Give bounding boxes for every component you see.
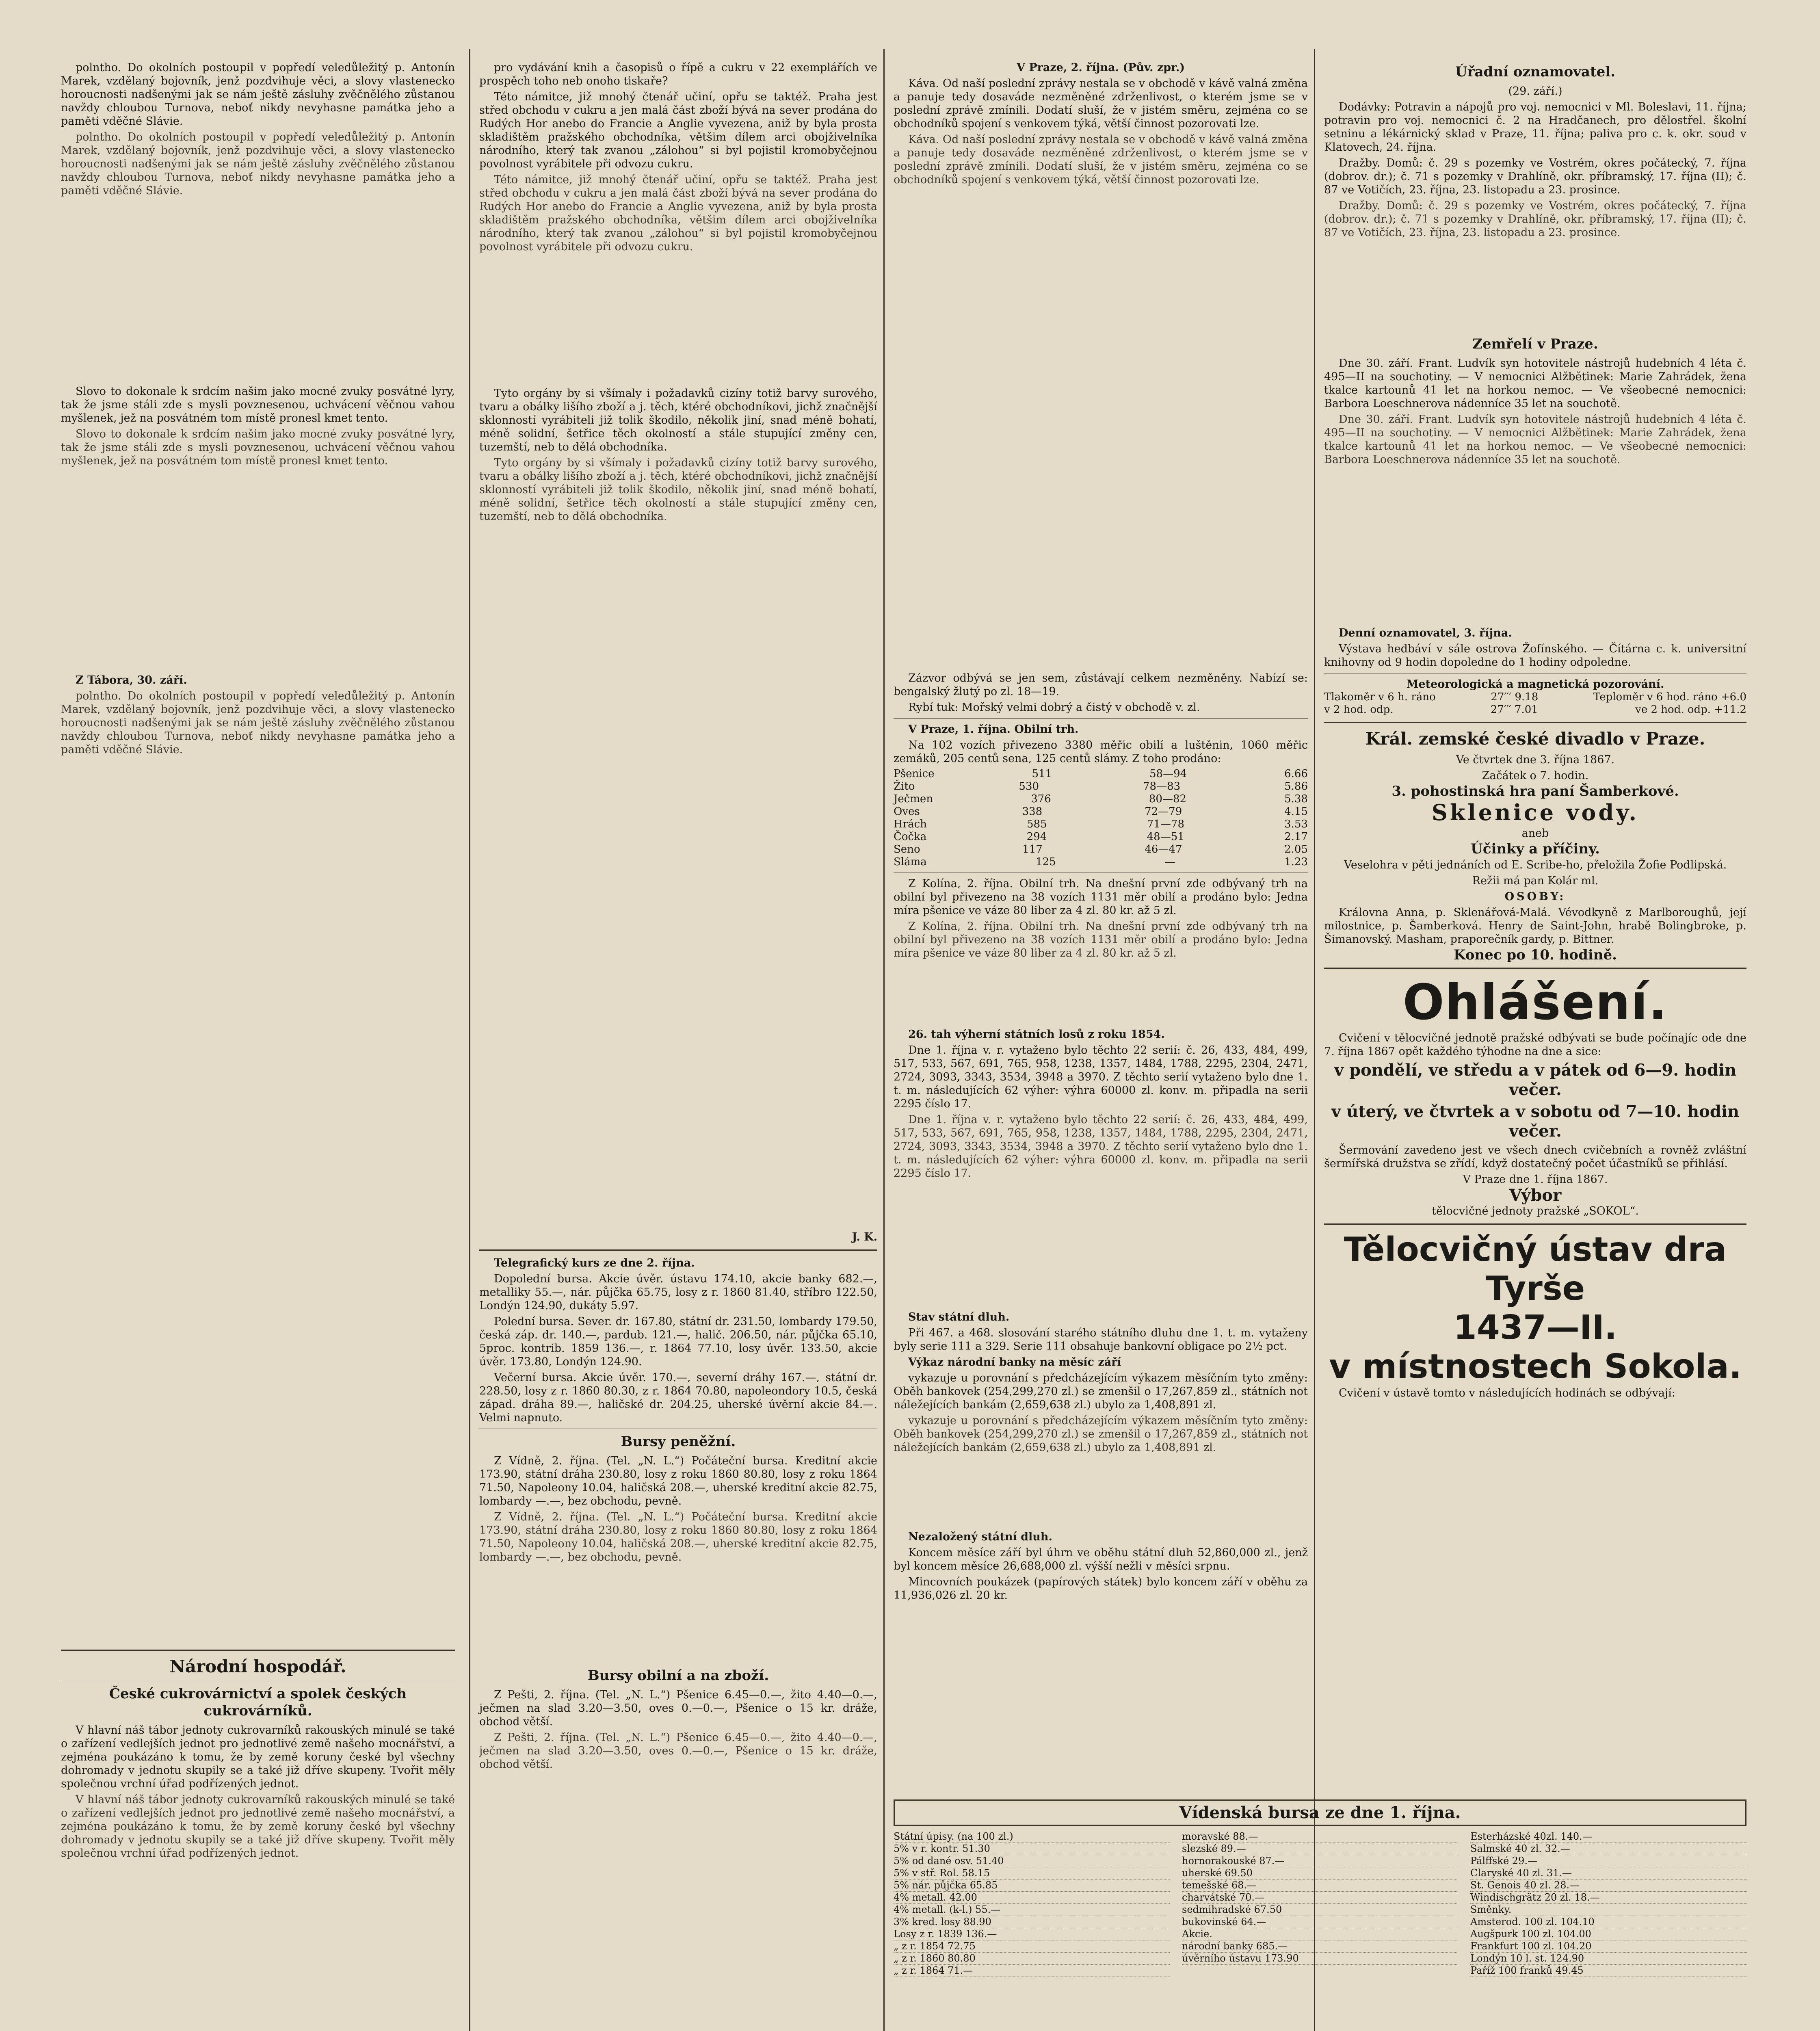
- bourse-line: 4% metall. (k-l.) 55.—: [894, 1904, 1170, 1916]
- grain-row: [894, 780, 1308, 793]
- vienna-bourse: [894, 1795, 1746, 1977]
- play-subtitle: Účinky a příčiny.: [1471, 841, 1600, 857]
- coin-notes-text: Mincovních poukázek (papírových státek) bylo koncem září v oběhu za 11,936,026 zl. 20 kr.: [894, 1576, 1308, 1602]
- grain-cell: Žito: [894, 780, 915, 792]
- meteo-table: [1324, 691, 1746, 716]
- bourse-line: 5% nár. půjčka 65.85: [894, 1879, 1170, 1892]
- article-text: pro vydávání knih a časopisů o řípě a cukru v 22 exemplářích ve prospěch toho neb onoho tiskaře?: [479, 61, 877, 87]
- grain-cell: 3.53: [1284, 818, 1308, 830]
- grain-cell: Hrách: [894, 818, 927, 830]
- grain-cell: 78—83: [1143, 780, 1181, 792]
- grain-cell: Sláma: [894, 856, 927, 868]
- section-divider: [1324, 968, 1746, 969]
- institute-title: Tělocvičný ústav dra Tyrše: [1344, 1230, 1727, 1308]
- bursy-text: Z Vídně, 2. října. (Tel. „N. L.“) Počáteční bursa. Kreditní akcie 173.90, státní dráha 230.80, losy z roku 1860 80.80, losy z roku 1864 71.50, Napoleony 10.04, haličská 208.—, uherské kreditní akcie 82.75, lombardy —.—, bez obchodu, pevně.: [479, 1455, 877, 1507]
- bourse-line: Směnky.: [1470, 1904, 1746, 1916]
- play-aneb: aneb: [1521, 827, 1549, 840]
- bourse-line: Salmské 40 zl. 32.—: [1470, 1843, 1746, 1855]
- telegraph-text: Polední bursa. Sever. dr. 167.80, státní dr. 231.50, lombardy 179.50, česká záp. dr. 140.—, pardub. 121.—, halič. 206.50, nár. půjčka 65.10, 5proc. kontrib. 1859 136.—, r. 1864 77.10, losy úvěr. 133.50, akcie úvěr. 173.80, Londýn 124.90.: [479, 1315, 877, 1368]
- bourse-line: St. Genois 40 zl. 28.—: [1470, 1879, 1746, 1892]
- meteo-cell: 27′′′ 7.01: [1490, 704, 1538, 716]
- grain-cell: 58—94: [1149, 768, 1187, 780]
- grain-row: [894, 768, 1308, 780]
- committee: Výbor: [1509, 1186, 1562, 1205]
- bourse-line: 3% kred. losy 88.90: [894, 1916, 1170, 1928]
- grain-market-title: V Praze, 1. října. Obilní trh.: [908, 723, 1079, 736]
- bourse-line: Státní úpisy. (na 100 zl.): [894, 1831, 1170, 1843]
- kolin-text: Z Kolína, 2. října. Obilní trh. Na dnešní první zde odbývaný trh na obilní byl přivezeno na 38 vozích 1131 měr obilí a prodáno bylo: Jedna míra pšenice ve váze 80 liber za 4 zl. 80 kr. až 5 zl.: [894, 877, 1308, 917]
- bourse-line: uherské 69.50: [1182, 1867, 1458, 1879]
- bourse-line: Frankfurt 100 zl. 104.20: [1470, 1940, 1746, 1953]
- bourse-column: [1182, 1831, 1458, 1977]
- bursy-obili-text: Z Pešti, 2. října. (Tel. „N. L.“) Pšenice 6.45—0.—, žito 4.40—0.—, ječmen na slad 3.20—3.50, oves 0.—0.—, Pšenice o 15 kr. dráže, obchod větší.: [479, 1689, 877, 1728]
- schedule-2: v úterý, ve čtvrtek a v sobotu od 7—10. hodin večer.: [1331, 1102, 1740, 1141]
- column-2: [479, 61, 877, 1904]
- grain-cell: 5.86: [1284, 780, 1308, 792]
- section-divider: [1324, 1223, 1746, 1225]
- column-1: [61, 61, 455, 2031]
- bourse-line: slezské 89.—: [1182, 1843, 1458, 1855]
- article-text: Této námitce, již mnohý čtenář učiní, opřu se taktéž. Praha jest střed obchodu v cukru a jen malá část zboží bývá na sever prodána do Rudých Hor anebo do Francie a Anglie vyvezena, aniž by byla prosta skladištěm pražského obchodníka, většim dílem arci obojživelníka národního, který tak zvanou „zálohou“ si byl pojistil kromobyčejnou povolnost vyrábitele při odvozu cukru.: [479, 91, 877, 170]
- grain-cell: 46—47: [1145, 843, 1182, 855]
- bourse-line: sedmihradské 67.50: [1182, 1904, 1458, 1916]
- bourse-grid: [894, 1831, 1746, 1977]
- grain-cell: 376: [1031, 793, 1051, 805]
- market-text: Rybí tuk: Mořský velmi dobrý a čistý v obchodě v. zl.: [908, 701, 1200, 714]
- bourse-title: Vídenská bursa ze dne 1. října.: [894, 1799, 1746, 1826]
- official-text: Dodávky: Potravin a nápojů pro voj. nemocnici v Ml. Boleslavi, 11. října; potravin pro voj. nemocnici č. 2 na Hradčanech, pro dělostřel. školní setninu a lékárnický sklad v Praze, 11. října; paliva pro c. k. okr. soud v Klatovech, 24. října.: [1324, 101, 1746, 154]
- grain-cell: Pšenice: [894, 768, 935, 780]
- grain-cell: 72—79: [1145, 805, 1182, 818]
- bourse-line: charvátské 70.—: [1182, 1892, 1458, 1904]
- lottery-text: Dne 1. října v. r. vytaženo bylo těchto 22 serií: č. 26, 433, 484, 499, 517, 533, 567, 691, 765, 958, 1238, 1357, 1484, 1788, 2295, 2304, 2471, 2724, 3093, 3343, 3534, 3948 a 3970. Z těchto serií vytaženo bylo dne 1. t. m. následujících 62 výher: výhra 60000 zl. konv. m. připadla na serii 2295 číslo 17.: [894, 1113, 1308, 1180]
- bourse-line: 4% metall. 42.00: [894, 1892, 1170, 1904]
- theatre-title: Král. zemské české divadlo v Praze.: [1365, 729, 1705, 749]
- market-text: Káva. Od naší poslední zprávy nestala se v obchodě v kávě valná změna a panuje tedy dosaváde nezměněné zdrženlivost, o kterém jsme se v poslední zprávě zmínili. Dodatí sluší, že v jistém směru, zejména co se obchodníků spojení s venkovem týká, větší činnost pozorovati lze.: [894, 77, 1308, 130]
- announcement-date: V Praze dne 1. října 1867.: [1463, 1173, 1608, 1186]
- divider: [894, 718, 1308, 719]
- bourse-line: hornorakouské 87.—: [1182, 1855, 1458, 1867]
- schedule-1: v pondělí, ve středu a v pátek od 6—9. hodin večer.: [1334, 1061, 1737, 1099]
- fencing-text: Šermování zavedeno jest ve všech dnech cvičebních a rovněž zvláštní šermířská družstva se zřídí, když dostatečný počet účastníků se přihlásí.: [1324, 1144, 1746, 1170]
- bourse-line: bukovinské 64.—: [1182, 1916, 1458, 1928]
- bourse-line: 5% od dané osv. 51.40: [894, 1855, 1170, 1867]
- official-text: Dražby. Domů: č. 29 s pozemky ve Vostrém, okres počátecký, 7. října (dobrov. dr.); č. 71 s pozemky v Drahlíně, okr. příbramský, 17. října (II); č. 87 ve Votičích, 23. října, 23. listopadu a 23. prosince.: [1324, 199, 1746, 239]
- debt-title: Stav státní dluh.: [908, 1311, 1010, 1323]
- bourse-line: Amsterod. 100 zl. 104.10: [1470, 1916, 1746, 1928]
- bourse-line: moravské 88.—: [1182, 1831, 1458, 1843]
- grain-cell: 338: [1022, 805, 1043, 818]
- bourse-line: Claryské 40 zl. 31.—: [1470, 1867, 1746, 1879]
- grain-market-text: Na 102 vozích přivezeno 3380 měřic obilí a luštěnin, 1060 měřic zemáků, 205 centů sena, 125 centů slámy. Z toho prodáno:: [894, 739, 1308, 765]
- meteo-row: [1324, 691, 1746, 704]
- meteo-cell: Tlakoměr v 6 h. ráno: [1324, 691, 1436, 703]
- bank-text: vykazuje u porovnání s předcházejícím výkazem měsíčním tyto změny: Oběh bankovek (254,299,270 zl.) se zmenšil o 17,267,859 zl., státních not náležejících bankám (2,659,638 zl.) ubylo za 1,408,891 zl.: [894, 1372, 1308, 1411]
- unsecured-debt-title: Nezaložený státní dluh.: [908, 1531, 1052, 1543]
- article-text: V hlavní náš tábor jednoty cukrovarníků rakouských minulé se také o zařízení vedlejších jednot pro jednotlivé země našeho mocnářství, a zejména poukázáno k tomu, že by země koruny české byl všechny dohromady v jednotu skupily se a také již dříve skupeny. Tvořit měly společnou vrchní úřad podřízených jednot.: [61, 1724, 455, 1790]
- bourse-line: Augšpurk 100 zl. 104.00: [1470, 1928, 1746, 1940]
- news-heading: Z Tábora, 30. září.: [76, 674, 187, 686]
- bursy-title: Bursy peněžní.: [621, 1433, 736, 1450]
- meteo-row: [1324, 704, 1746, 716]
- column-3: [894, 61, 1308, 1604]
- bourse-line: „ z r. 1860 80.80: [894, 1953, 1170, 1965]
- cast-heading: OSOBY:: [1504, 890, 1566, 903]
- bourse-column: [1470, 1831, 1746, 1977]
- announcement-title: Ohlášení.: [1402, 974, 1668, 1031]
- bourse-line: Paříž 100 franků 49.45: [1470, 1965, 1746, 1977]
- grain-cell: 2.17: [1284, 831, 1308, 843]
- article-text: Této námitce, již mnohý čtenář učiní, opřu se taktéž. Praha jest střed obchodu v cukru a jen malá část zboží bývá na sever prodána do Rudých Hor anebo do Francie a Anglie vyvezena, aniž by byla prosta skladištěm pražského obchodníka, většim dílem arci obojživelníka národního, který tak zvanou „zálohou“ si byl pojistil kromobyčejnou povolnost vyrábitele při odvozu cukru.: [479, 173, 877, 253]
- grain-row: [894, 856, 1308, 868]
- theatre-time: Začátek o 7. hodin.: [1482, 769, 1589, 782]
- deaths-title: Zemřelí v Praze.: [1472, 336, 1598, 352]
- bourse-line: národní banky 685.—: [1182, 1940, 1458, 1953]
- grain-row: [894, 818, 1308, 831]
- market-head: V Praze, 2. října. (Pův. zpr.): [1016, 61, 1185, 74]
- bourse-column: [894, 1831, 1170, 1977]
- column-rule: [469, 49, 470, 2031]
- signature: J. K.: [852, 1231, 877, 1243]
- bursy-obili-text: Z Pešti, 2. října. (Tel. „N. L.“) Pšenice 6.45—0.—, žito 4.40—0.—, ječmen na slad 3.20—3.50, oves 0.—0.—, Pšenice o 15 kr. dráže, obchod větší.: [479, 1731, 877, 1771]
- institute-subtitle: v místnostech Sokola.: [1329, 1347, 1742, 1386]
- bourse-line: „ z r. 1854 72.75: [894, 1940, 1170, 1953]
- bourse-line: 5% v r. kontr. 51.30: [894, 1843, 1170, 1855]
- debt-text: Při 467. a 468. slosování starého státního dluhu dne 1. t. m. vytaženy byly serie 111 a 329. Serie 111 obsahuje bankovní obligace po 2½ pct.: [894, 1327, 1308, 1353]
- telegraph-title: Telegrafický kurs ze dne 2. října.: [494, 1257, 695, 1269]
- play-director: Režii má pan Kolár ml.: [1472, 875, 1599, 887]
- article-text: V hlavní náš tábor jednoty cukrovarníků rakouských minulé se také o zařízení vedlejších jednot pro jednotlivé země našeho mocnářství, a zejména poukázáno k tomu, že by země koruny české byl všechny dohromady v jednotu skupily se a také již dříve skupeny. Tvořit měly společnou vrchní úřad podřízených jednot.: [61, 1793, 455, 1860]
- deaths-text: Dne 30. září. Frant. Ludvík syn hotovitele nástrojů hudebních 4 léta č. 495—II na souchotiny. — V nemocnici Alžbětinek: Marie Zahrádek, žena tkalce kartounů 41 let na horkou nemoc. — Ve všeobecné nemocnici: Barbora Loeschnerova nádenníce 35 let na souchotě.: [1324, 413, 1746, 466]
- article-text: polntho. Do okolních postoupil v popředí veledůležitý p. Antonín Marek, vzdělaný bojovník, jenž pozdvihuje věci, a slovy vlastenecko horoucnosti nadšenými jak se nám ještě zásluhy zvěčnělého zůstanou navždy chloubou Turnova, neboť nikdy nevyhasne památka jeho a paměti vděčné Slávie.: [61, 131, 455, 197]
- unsecured-debt-text: Koncem měsíce září byl úhrn ve oběhu státní dluh 52,860,000 zl., jenž byl koncem měsíce 26,688,000 zl. výšší nežli v měsíci srpnu.: [894, 1546, 1308, 1572]
- section-divider: [479, 1249, 877, 1251]
- grain-cell: 125: [1036, 856, 1056, 868]
- bourse-line: Losy z r. 1839 136.—: [894, 1928, 1170, 1940]
- daily-text: Výstava hedbáví v sále ostrova Žofínského. — Čítárna c. k. universitní knihovny od 9 hodin dopoledne do 1 hodiny odpoledne.: [1324, 643, 1746, 669]
- official-date: (29. září.): [1508, 85, 1562, 97]
- bourse-line: Akcie.: [1182, 1928, 1458, 1940]
- grain-cell: 80—82: [1149, 793, 1187, 805]
- bourse-line: temešské 68.—: [1182, 1879, 1458, 1892]
- announcement-text: Cvičení v tělocvičné jednotě pražské odbývati se bude počínajíc ode dne 7. října 1867 opět každého týhodne na dne a sice:: [1324, 1032, 1746, 1058]
- article-text: polntho. Do okolních postoupil v popředí veledůležitý p. Antonín Marek, vzdělaný bojovník, jenž pozdvihuje věci, a slovy vlastenecko horoucnosti nadšenými jak se nám ještě zásluhy zvěčnělého zůstanou navždy chloubou Turnova, neboť nikdy nevyhasne památka jeho a paměti vděčné Slávie.: [61, 690, 455, 756]
- meteo-title: Meteorologická a magnetická pozorování.: [1406, 678, 1664, 691]
- grain-cell: —: [1164, 856, 1175, 868]
- grain-cell: 6.66: [1284, 768, 1308, 780]
- play-description: Veselohra v pěti jednáních od E. Scribe-ho, přeložila Žofie Podlipská.: [1344, 859, 1727, 871]
- theatre-guest: 3. pohostinská hra paní Šamberkové.: [1392, 783, 1679, 799]
- official-text: Dražby. Domů: č. 29 s pozemky ve Vostrém, okres počátecký, 7. října (dobrov. dr.); č. 71 s pozemky v Drahlíně, okr. příbramský, 17. října (II); č. 87 ve Votičích, 23. října, 23. listopadu a 23. prosince.: [1324, 157, 1746, 196]
- meteo-cell: Teploměr v 6 hod. ráno +6.0: [1593, 691, 1746, 703]
- grain-cell: Čočka: [894, 831, 927, 843]
- cast-text: Královna Anna, p. Sklenářová-Malá. Vévodkyně z Marlboroughů, její milostnice, p. Šamberková. Henry de Saint-John, hrabě Bolingbroke, p. Šimanovský. Masham, praporečník gardy, p. Bittner.: [1324, 906, 1746, 946]
- telegraph-text: Dopolední bursa. Akcie úvěr. ústavu 174.10, akcie banky 682.—, metalliky 55.—, nár. půjčka 65.75, losy z r. 1860 81.40, stříbro 122.50, Londýn 124.90, dukáty 5.97.: [479, 1273, 877, 1312]
- grain-cell: 585: [1027, 818, 1047, 830]
- grain-cell: 511: [1032, 768, 1052, 780]
- bourse-line: úvěrního ústavu 173.90: [1182, 1953, 1458, 1965]
- article-text: Tyto orgány by si všímaly i požadavků cizíny totiž barvy surového, tvaru a obálky lišího zboží a j. těch, ktéré obchodníkovi, jichž značnější sklonností vyrábiteli již tolik škodilo, několik jiní, snad méně bohatí, méně solidní, šetřice těch okolností a stále stupující změny cen, tuzemští, neb to dělá obchodníka.: [479, 457, 877, 523]
- article-text: Slovo to dokonale k srdcím našim jako mocné zvuky posvátné lyry, tak že jsme stáli zde s mysli povznesenou, uchvácení věčnou vahou myšlenek, jež na posvátném tom místě pronesl kmet tento.: [61, 428, 455, 467]
- play-end: Konec po 10. hodině.: [1454, 947, 1617, 963]
- column-4: [1324, 61, 1746, 1402]
- grain-cell: 71—78: [1147, 818, 1184, 830]
- column-rule: [883, 49, 885, 2031]
- grain-cell: 48—51: [1147, 831, 1184, 843]
- bourse-line: 5% v stř. Rol. 58.15: [894, 1867, 1170, 1879]
- meteo-cell: 27′′′ 9.18: [1491, 691, 1539, 703]
- lottery-text: Dne 1. října v. r. vytaženo bylo těchto 22 serií: č. 26, 433, 484, 499, 517, 533, 567, 691, 765, 958, 1238, 1357, 1484, 1788, 2295, 2304, 2471, 2724, 3093, 3343, 3534, 3948 a 3970. Z těchto serií vytaženo bylo dne 1. t. m. následujících 62 výher: výhra 60000 zl. konv. m. připadla na serii 2295 číslo 17.: [894, 1044, 1308, 1110]
- bourse-line: Windischgrätz 20 zl. 18.—: [1470, 1892, 1746, 1904]
- theatre-date: Ve čtvrtek dne 3. října 1867.: [1456, 754, 1615, 766]
- grain-row: [894, 843, 1308, 856]
- market-text: Zázvor odbývá se jen sem, zůstávají celkem nezměněny. Nabízí se: bengalský žlutý po zl. 18—19.: [894, 672, 1308, 698]
- grain-cell: Oves: [894, 805, 920, 818]
- section-divider: [61, 1650, 455, 1651]
- official-title: Úřadní oznamovatel.: [1455, 64, 1616, 80]
- section-title: Národní hospodář.: [169, 1656, 346, 1676]
- grain-cell: 294: [1026, 831, 1047, 843]
- grain-cell: 4.15: [1284, 805, 1308, 818]
- institute-number: 1437—II.: [1453, 1308, 1617, 1347]
- bursy-obili-title: Bursy obilní a na zboží.: [587, 1667, 769, 1684]
- bank-text: vykazuje u porovnání s předcházejícím výkazem měsíčním tyto změny: Oběh bankovek (254,299,270 zl.) se zmenšil o 17,267,859 zl., státních not náležejících bankám (2,659,638 zl.) ubylo za 1,408,891 zl.: [894, 1414, 1308, 1454]
- grain-cell: Ječmen: [894, 793, 933, 805]
- meteo-cell: ve 2 hod. odp. +11.2: [1635, 704, 1746, 716]
- bourse-line: Pálffské 29.—: [1470, 1855, 1746, 1867]
- section-divider: [1324, 722, 1746, 723]
- grain-row: [894, 831, 1308, 843]
- deaths-text: Dne 30. září. Frant. Ludvík syn hotovitele nástrojů hudebních 4 léta č. 495—II na souchotiny. — V nemocnici Alžbětinek: Marie Zahrádek, žena tkalce kartounů 41 let na horkou nemoc. — Ve všeobecné nemocnici: Barbora Loeschnerova nádenníce 35 let na souchotě.: [1324, 357, 1746, 410]
- daily-title: Denní oznamovatel, 3. října.: [1339, 627, 1512, 639]
- grain-cell: 5.38: [1284, 793, 1308, 805]
- article-text: polntho. Do okolních postoupil v popředí veledůležitý p. Antonín Marek, vzdělaný bojovník, jenž pozdvihuje věci, a slovy vlastenecko horoucnosti nadšenými jak se nám ještě zásluhy zvěčnělého zůstanou navždy chloubou Turnova, neboť nikdy nevyhasne památka jeho a paměti vděčné Slávie.: [61, 61, 455, 128]
- kolin-text: Z Kolína, 2. října. Obilní trh. Na dnešní první zde odbývaný trh na obilní byl přivezeno na 38 vozích 1131 měr obilí a prodáno bylo: Jedna míra pšenice ve váze 80 liber za 4 zl. 80 kr. až 5 zl.: [894, 920, 1308, 959]
- committee-sub: tělocvičné jednoty pražské „SOKOL“.: [1432, 1205, 1639, 1217]
- article-text: Tyto orgány by si všímaly i požadavků cizíny totiž barvy surového, tvaru a obálky lišího zboží a j. těch, ktéré obchodníkovi, jichž značnější sklonností vyrábiteli již tolik škodilo, několik jiní, snad méně bohatí, méně solidní, šetřice těch okolností a stále stupující změny cen, tuzemští, neb to dělá obchodníka.: [479, 387, 877, 453]
- telegraph-text: Večerní bursa. Akcie úvěr. 170.—, severní dráhy 167.—, státní dr. 228.50, losy z r. 1860 80.30, z r. 1864 70.80, napoleondory 10.5, česká západ. dráha 89.—, haličské dr. 204.25, uherské úvěrní akcie 84.—. Velmi napnuto.: [479, 1371, 877, 1424]
- bourse-line: Londýn 10 l. st. 124.90: [1470, 1953, 1746, 1965]
- institute-text: Cvičení v ústavě tomto v následujících hodinách se odbývají:: [1339, 1387, 1675, 1399]
- lottery-title: 26. tah výherní státních losů z roku 1854.: [908, 1028, 1165, 1041]
- bank-title: Výkaz národní banky na měsíc září: [908, 1356, 1121, 1368]
- market-text: Káva. Od naší poslední zprávy nestala se v obchodě v kávě valná změna a panuje tedy dosaváde nezměněné zdrženlivost, o kterém jsme se v poslední zprávě zmínili. Dodatí sluší, že v jistém směru, zejména co se obchodníků spojení s venkovem týká, větší činnost pozorovati lze.: [894, 133, 1308, 186]
- grain-cell: 530: [1019, 780, 1039, 792]
- bourse-line: „ z r. 1864 71.—: [894, 1965, 1170, 1977]
- column-rule: [1314, 49, 1315, 2031]
- section-subtitle: České cukrovárnictví a spolek českých cukrovárníků.: [109, 1686, 407, 1719]
- grain-row: [894, 805, 1308, 818]
- grain-row: [894, 793, 1308, 805]
- grain-cell: 2.05: [1284, 843, 1308, 855]
- grain-cell: 1.23: [1284, 856, 1308, 868]
- bursy-text: Z Vídně, 2. října. (Tel. „N. L.“) Počáteční bursa. Kreditní akcie 173.90, státní dráha 230.80, losy z roku 1860 80.80, losy z roku 1864 71.50, Napoleony 10.04, haličská 208.—, uherské kreditní akcie 82.75, lombardy —.—, bez obchodu, pevně.: [479, 1511, 877, 1563]
- meteo-cell: v 2 hod. odp.: [1324, 704, 1394, 716]
- grain-cell: 117: [1022, 843, 1043, 855]
- grain-price-table: [894, 768, 1308, 868]
- bourse-line: Esterházské 40zl. 140.—: [1470, 1831, 1746, 1843]
- grain-cell: Seno: [894, 843, 920, 855]
- article-text: Slovo to dokonale k srdcím našim jako mocné zvuky posvátné lyry, tak že jsme stáli zde s mysli povznesenou, uchvácení věčnou vahou myšlenek, jež na posvátném tom místě pronesl kmet tento.: [61, 385, 455, 424]
- play-title: Sklenice vody.: [1431, 799, 1639, 825]
